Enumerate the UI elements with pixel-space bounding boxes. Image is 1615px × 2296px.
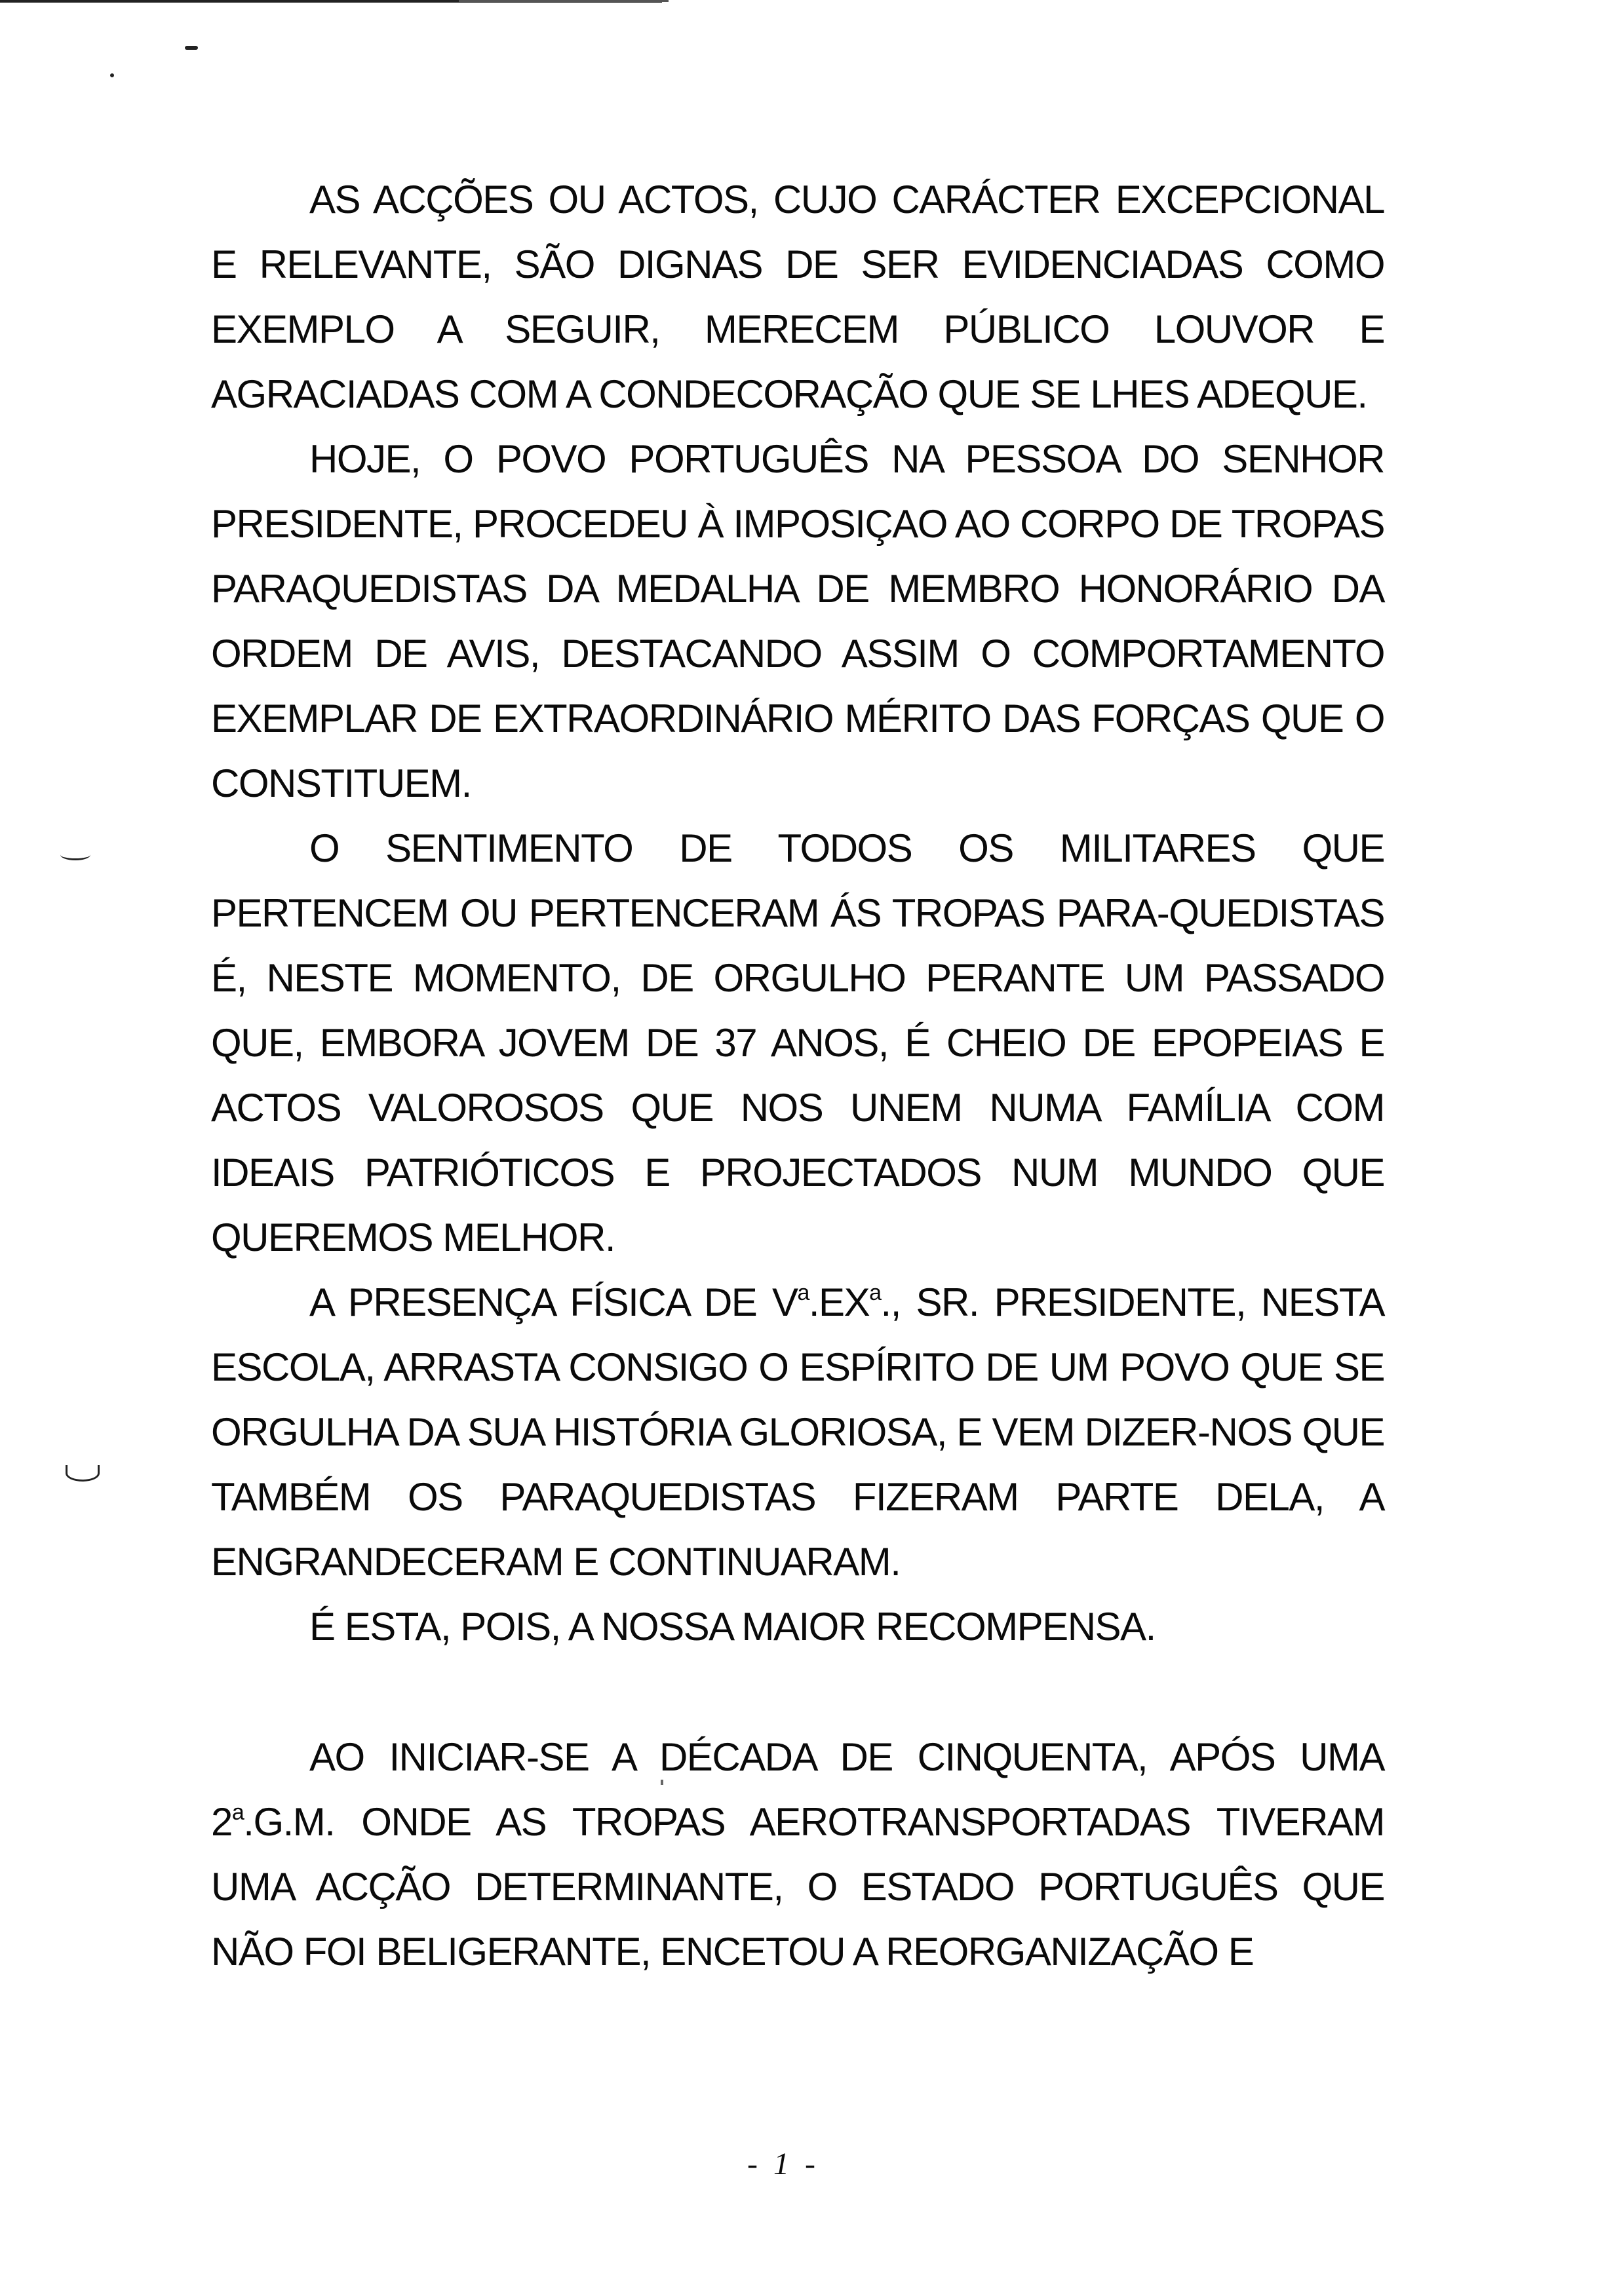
paragraph: O SENTIMENTO DE TODOS OS MILITARES QUE PERTENCEM OU PERTENCERAM ÁS TROPAS PARA-QUEDISTAS É, NESTE MOMENTO, DE ORGULHO PERANTE UM PASSADO QUE, EMBORA JOVEM DE 37 ANOS, É CHEIO DE EPOPEIAS E ACTOS VALOROSOS QUE NOS UNEM NUMA FAMÍLIA COM IDEAIS PATRIÓTICOS E PROJECTADOS NUM MUNDO QUE QUEREMOS MELHOR. (211, 826, 1384, 1259)
paragraph (211, 1725, 1384, 1984)
paragraph: HOJE, O POVO PORTUGUÊS NA PESSOA DO SENHOR PRESIDENTE, PROCEDEU À IMPOSIÇAO AO CORPO DE TROPAS PARAQUEDISTAS DA MEDALHA DE MEMBRO HONORÁRIO DA ORDEM DE AVIS, DESTACANDO ASSIM O COMPORTAMENTO EXEMPLAR DE EXTRAORDINÁRIO MÉRITO DAS FORÇAS QUE O CONSTITUEM. (211, 437, 1384, 805)
superscript: a (231, 1800, 244, 1825)
paragraph (211, 1270, 1384, 1594)
paragraph-text: AO INICIAR-SE A DÉCADA DE CINQUENTA, APÓS UMA 2 (211, 1735, 1384, 1844)
punch-hole-mark (66, 1465, 100, 1482)
paragraph: É ESTA, POIS, A NOSSA MAIOR RECOMPENSA. (309, 1605, 1156, 1649)
punch-hole-mark (60, 849, 90, 860)
top-edge-rule-secondary (459, 0, 669, 2)
paragraph-text: .G.M. ONDE AS TROPAS AEROTRANSPORTADAS TIVERAM UMA ACÇÃO DETERMINANTE, O ESTADO PORTUGUÊS QUE NÃO FOI BELIGERANTE, ENCETOU A REORGANIZAÇÃO E (211, 1800, 1384, 1974)
scan-mark (185, 46, 198, 50)
paragraph-text: ., SR. PRESIDENTE, NESTA ESCOLA, ARRASTA CONSIGO O ESPÍRITO DE UM POVO QUE SE ORGULHA DA SUA HISTÓRIA GLORIOSA, E VEM DIZER-NOS QUE TAMBÉM OS PARAQUEDISTAS FIZERAM PARTE DELA, A ENGRANDECERAM E CONTINUARAM. (211, 1280, 1384, 1584)
paragraph-text: A PRESENÇA FÍSICA DE V (309, 1280, 798, 1324)
scan-mark (110, 73, 114, 77)
paragraph: AS ACÇÕES OU ACTOS, CUJO CARÁCTER EXCEPCIONAL E RELEVANTE, SÃO DIGNAS DE SER EVIDENCIADAS COMO EXEMPLO A SEGUIR, MERECEM PÚBLICO LOUVOR E AGRACIADAS COM A CONDECORAÇÃO QUE SE LHES ADEQUE. (211, 178, 1384, 416)
paragraph-text: .EX (808, 1280, 870, 1324)
page-number: - 1 - (747, 2147, 819, 2181)
superscript: a (797, 1280, 809, 1305)
paragraph-gap (211, 1659, 1384, 1725)
document-body (211, 167, 1384, 1984)
superscript: a (869, 1280, 881, 1305)
